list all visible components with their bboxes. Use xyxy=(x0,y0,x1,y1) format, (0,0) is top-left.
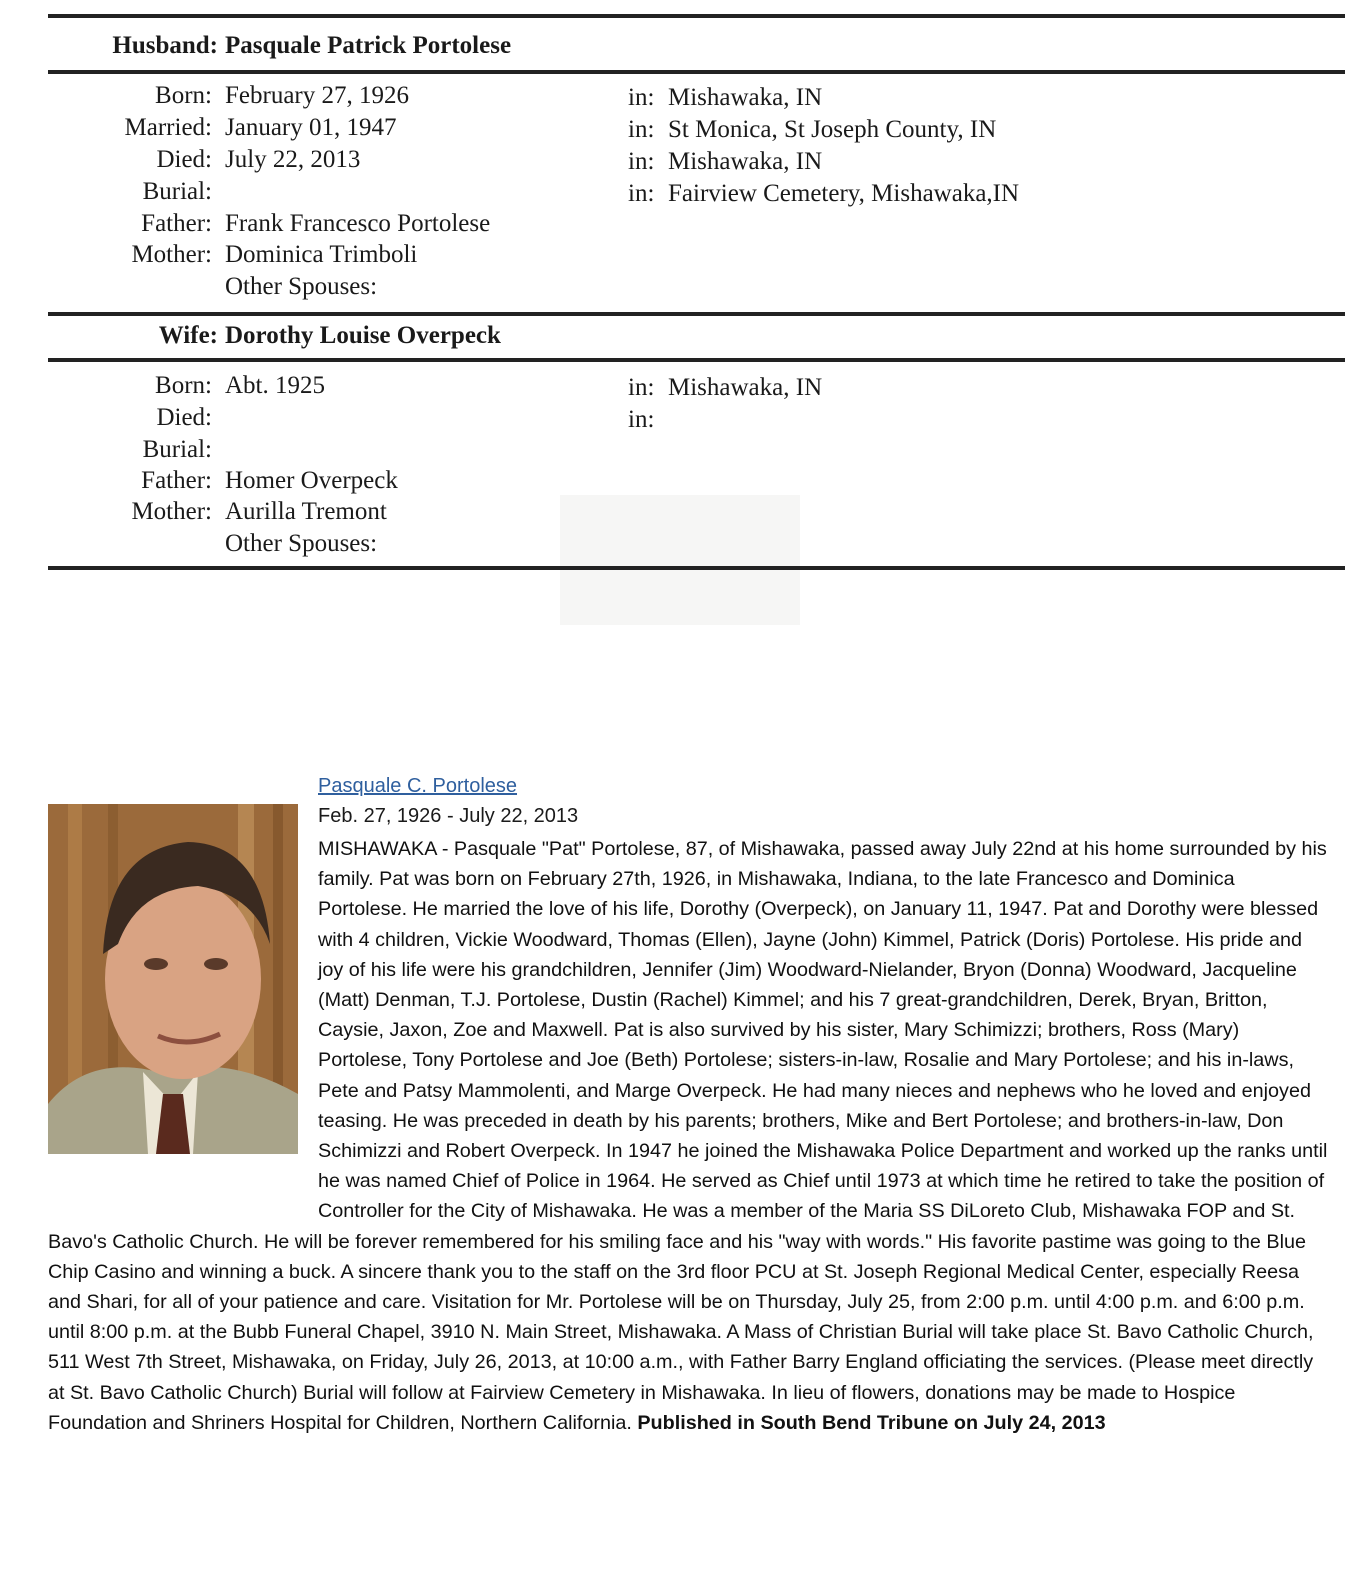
husband-died-in-label: in: xyxy=(628,148,655,175)
photo-wrap-space xyxy=(48,834,318,1204)
wife-father-name: Homer Overpeck xyxy=(225,467,398,494)
wife-born-label: Born: xyxy=(155,372,212,399)
husband-born-in-label: in: xyxy=(628,84,655,111)
husband-married-label: Married: xyxy=(124,114,212,141)
bottom-rule xyxy=(48,566,1345,570)
obituary-title-link[interactable]: Pasquale C. Portolese xyxy=(318,775,518,797)
husband-married-in-label: in: xyxy=(628,116,655,143)
husband-burial-place: Fairview Cemetery, Mishawaka,IN xyxy=(668,180,1020,207)
husband-father-name: Frank Francesco Portolese xyxy=(225,210,491,237)
husband-name: Pasquale Patrick Portolese xyxy=(225,32,512,59)
wife-mother-label: Mother: xyxy=(131,498,212,525)
husband-rule xyxy=(48,70,1345,74)
husband-other-spouses: Other Spouses: xyxy=(225,273,378,300)
husband-died-label: Died: xyxy=(156,146,212,173)
wife-rule xyxy=(48,358,1345,362)
husband-father-label: Father: xyxy=(141,210,212,237)
wife-born-date: Abt. 1925 xyxy=(225,372,325,399)
husband-died-place: Mishawaka, IN xyxy=(668,148,823,175)
wife-mother-name: Aurilla Tremont xyxy=(225,498,387,525)
husband-married-date: January 01, 1947 xyxy=(225,114,397,141)
obituary-text: MISHAWAKA - Pasquale "Pat" Portolese, 87, of Mishawaka, passed away July 22nd at his home surrounded by his family. Pat was born on February 27th, 1926, in Mishawaka, Indiana, to the late Francesco and Dominica Portolese. He married the love of his life, Dorothy (Overpeck), on January 11, 1947. Pat and Dorothy were blessed with 4 children, Vickie Woodward, Thomas (Ellen), Jayne (John) Kimmel, Patrick (Doris) Portolese. His pride and joy of his life were his grandchildren, Jennifer (Jim) Woodward-Nielander, Bryon (Donna) Woodward, Jacqueline (Matt) Denman, T.J. Portolese, Dustin (Rachel) Kimmel; and his 7 great-grandchildren, Derek, Bryan, Britton, Caysie, Jaxon, Zoe and Maxwell. Pat is also survived by his sister, Mary Schimizzi; brothers, Ross (Mary) Portolese, Tony Portolese and Joe (Beth) Portolese; sisters-in-law, Rosalie and Mary Portolese; and his in-laws, Pete and Patsy Mammolenti, and Marge Overpeck. He had many nieces and nephews who he loved and enjoyed teasing. He was preceded in death by his parents; brothers, Mike and Bert Portolese; and brothers-in-law, Don Schimizzi and Robert Overpeck. In 1947 he joined the Mishawaka Police Department and worked up the ranks until he was named Chief of Police in 1964. He served as Chief until 1973 at which time he retired to take the position of Controller for the City of Mishawaka. He was a member of the Maria SS DiLoreto Club, Mishawaka FOP and St. Bavo's Catholic Church. He will be forever remembered for his smiling face and his "way with words." His favorite pastime was going to the Blue Chip Casino and winning a buck. A sincere thank you to the staff on the 3rd floor PCU at St. Joseph Regional Medical Center, especially Reesa and Shari, for all of your patience and care. Visitation for Mr. Portolese will be on Thursday, July 25, from 2:00 p.m. until 4:00 p.m. and 6:00 p.m. until 8:00 p.m. at the Bubb Funeral Chapel, 3910 N. Main Street, Mishawaka. A Mass of Christian Burial will take place St. Bavo Catholic Church, 511 West 7th Street, Mishawaka, on Friday, July 26, 2013, at 10:00 a.m., with Father Barry England officiating the services. (Please meet directly at St. Bavo Catholic Church) Burial will follow at Fairview Cemetery in Mishawaka. In lieu of flowers, donations may be made to Hospice Foundation and Shriners Hospital for Children, Northern California. xyxy=(48,838,1328,1434)
scan-smudge xyxy=(560,495,800,625)
wife-name: Dorothy Louise Overpeck xyxy=(225,322,501,349)
wife-heading-label: Wife: xyxy=(158,322,218,349)
husband-burial-label: Burial: xyxy=(142,178,212,205)
wife-died-in-label: in: xyxy=(628,406,655,433)
wife-died-label: Died: xyxy=(156,404,212,431)
wife-top-rule xyxy=(48,312,1345,316)
wife-father-label: Father: xyxy=(141,467,212,494)
husband-mother-name: Dominica Trimboli xyxy=(225,241,418,268)
husband-born-label: Born: xyxy=(155,82,212,109)
husband-heading-label: Husband: xyxy=(112,32,218,59)
husband-married-place: St Monica, St Joseph County, IN xyxy=(668,116,997,143)
husband-born-place: Mishawaka, IN xyxy=(668,84,823,111)
obituary-dates: Feb. 27, 1926 - July 22, 2013 xyxy=(318,805,579,827)
husband-born-date: February 27, 1926 xyxy=(225,82,409,109)
wife-born-place: Mishawaka, IN xyxy=(668,374,823,401)
husband-mother-label: Mother: xyxy=(131,241,212,268)
top-rule xyxy=(48,14,1345,18)
husband-burial-in-label: in: xyxy=(628,180,655,207)
husband-died-date: July 22, 2013 xyxy=(225,146,361,173)
wife-burial-label: Burial: xyxy=(142,436,212,463)
wife-other-spouses: Other Spouses: xyxy=(225,530,378,557)
published-note: Published in South Bend Tribune on July 24, 2013 xyxy=(637,1411,1106,1434)
obituary-body xyxy=(48,834,1328,1438)
wife-born-in-label: in: xyxy=(628,374,655,401)
